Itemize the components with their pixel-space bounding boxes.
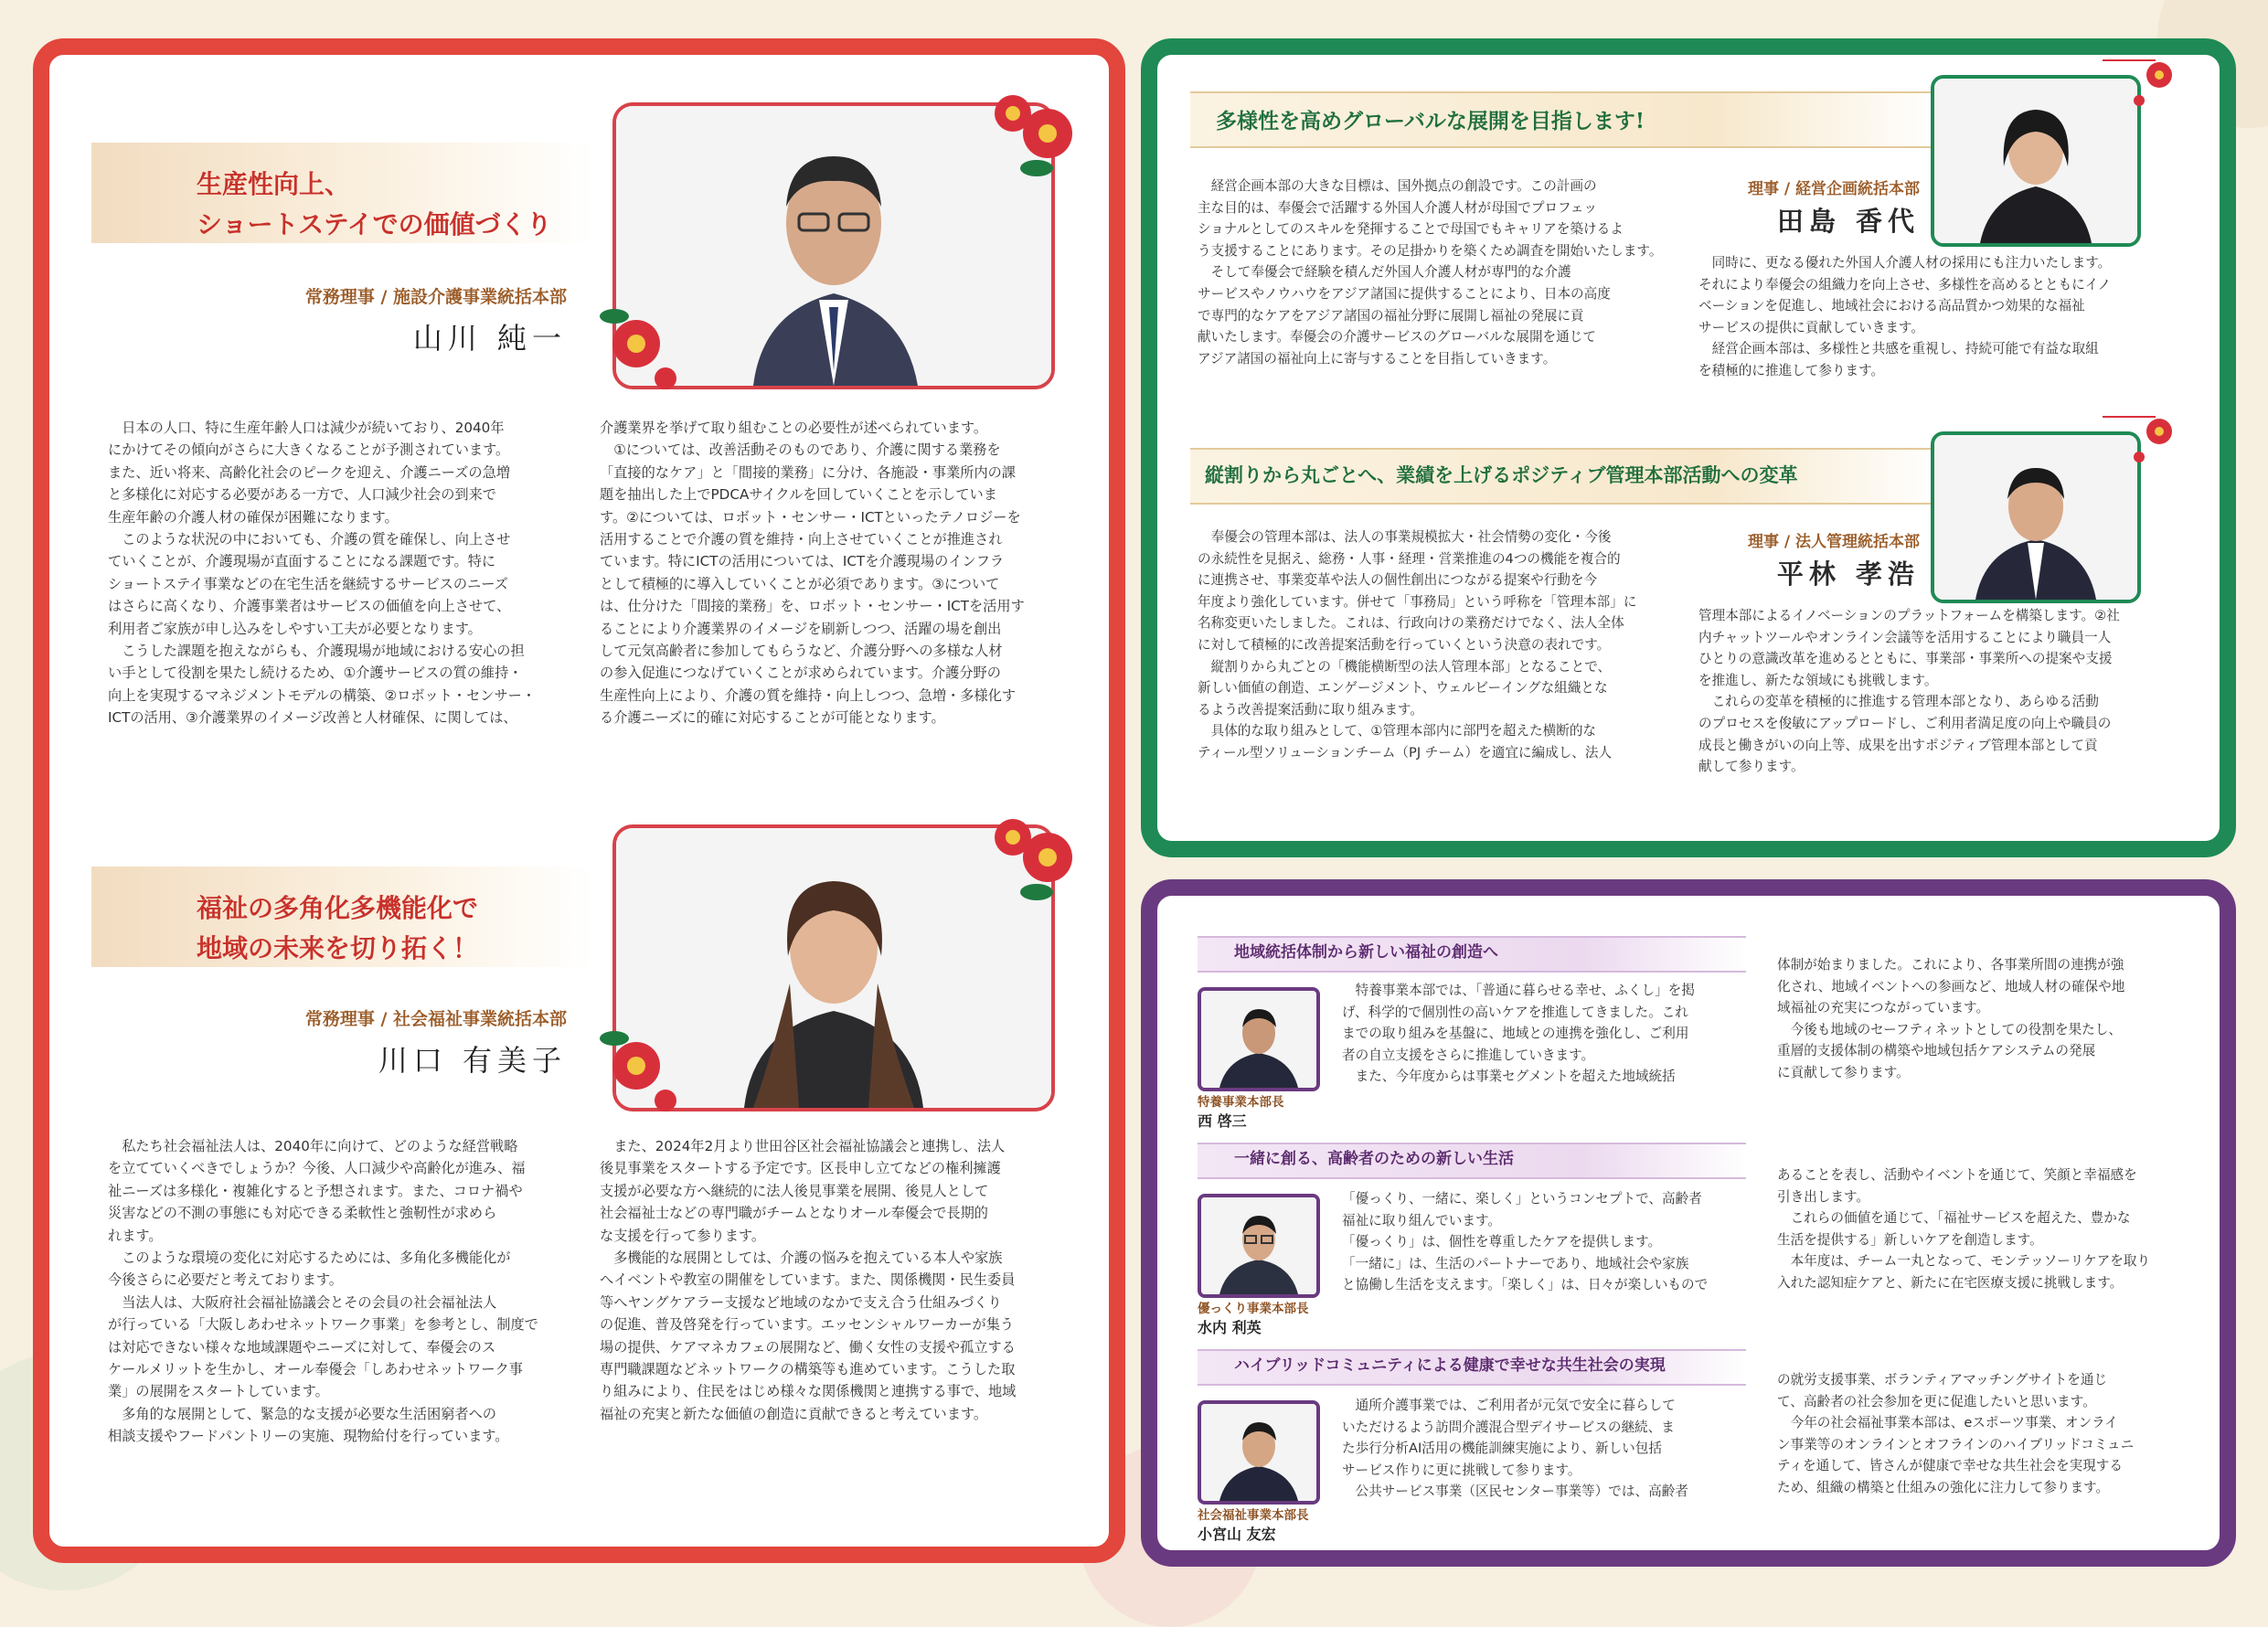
- section-title: ハイブリッドコミュニティによる健康で幸せな共生社会の実現: [1234, 1356, 1666, 1375]
- article-column: の就労支援事業、ボランティアマッチングサイトを通じ て、高齢者の社会参加を更に促進したいと思います。 今年の社会福祉事業本部は、eスポーツ事業、オンライ ン事業等のオンラインとオフラインのハイブリッドコミュニ ティを通して、皆さんが健康で幸せな共生社会を実現する ため、組織の構築と仕組みの強化に注力して参ります。: [1777, 1372, 2135, 1495]
- section-title-line1: 福祉の多角化多機能化で: [197, 893, 479, 923]
- executive-role: 常務理事 / 社会福祉事業統括本部: [304, 1009, 567, 1029]
- manager-name: 小宮山 友宏: [1198, 1526, 1276, 1543]
- article-column: 奉優会の管理本部は、法人の事業規模拡大・社会情勢の変化・今後 の永続性を見据え、総務・人事・経理・営業推進の4つの機能を複合的 に連携させ、事業変革や法人の個性創出につながる提案や行動を今 年度より強化しています。併せて「事務局」という呼称を「管理本部」に 名称変更いたしました。これは、行政向けの業務だけでなく、法人全体 に対して積極的に改善提案活動を行っていくという決意の表れです。 縦割りから丸ごとの「機能横断型の法人管理本部」となることで、 新しい価値の創造、エンゲージメント、ウェルビーイングな組織とな るよう改善提案活動に取り組みます。 具体的な取り組みとして、①管理本部内に部門を超えた横断的な ティール型ソリューションチーム（PJ チーム）を適宜に編成し、法人: [1198, 529, 1637, 760]
- executive-name: 田島 香代: [1776, 206, 1920, 237]
- article-column: 通所介護事業では、ご利用者が元気で安全に暮らして いただけるよう訪問介護混合型デイサービスの継続、ま た歩行分析AI活用の機能訓練実施により、新しい包括 サービス作りに更に挑戦して参ります。 公共サービス事業（区民センター事業等）では、高齢者: [1342, 1398, 1688, 1500]
- ornament-decoration-icon: [2103, 411, 2185, 494]
- article-column: 同時に、更なる優れた外国人介護人材の採用にも注力いたします。 それにより奉優会の組織力を向上させ、多様性を高めるとともにイノ ベーションを促進し、地域社会における高品質かつ効果的な福祉 サービスの提供に貢献していきます。 経営企画本部は、多様性と共感を重視し、持続可能で有益な取組 を積極的に推進して参ります。: [1698, 255, 2112, 378]
- article-column: 私たち社会福祉法人は、2040年に向けて、どのような経営戦略 を立てていくべきでしょうか？今後、人口減少や高齢化が進み、福 祉ニーズは多様化・複雑化すると予想されます。また、コロナ禍や 災害などの不測の事態にも対応できる柔軟性と強靭性が求めら れます。 このような環境の変化に対応するためには、多角化多機能化が 今後さらに必要だと考えております。 当法人は、大阪府社会福祉協議会とその会員の社会福祉法人 が行っている「大阪しあわせネットワーク事業」を参考とし、制度で は対応できない様々な地域課題やニーズに対して、奉優会のス ケールメリットを生かし、オール奉優会「しあわせネットワーク事 業」の展開をスタートしています。 多角的な展開として、緊急的な支援が必要な生活困窮者への 相談支援やフードパントリーの実施、現物給付を行っています。: [108, 1138, 538, 1445]
- article-column: あることを表し、活動やイベントを通じて、笑顔と幸福感を 引き出します。 これらの価値を通じて、「福祉サービスを超えた、豊かな 生活を提供する」新しいケアを創造します。 本年度は、チーム一丸となって、モンテッソーリケアを取り 入れた認知症ケアと、新たに在宅医療支援に挑戦します。: [1777, 1167, 2151, 1291]
- executive-role: 理事 / 経営企画統括本部: [1747, 180, 1920, 198]
- article-column: 特養事業本部では、「普通に暮らせる幸せ、ふくし」を掲 げ、科学的で個別性の高いケアを推進してきました。これ までの取り組みを基盤に、地域との連携を強化し、ご利用 者の自立支援をさらに推進していきます。 また、今年度からは事業セグメントを超えた地域統括: [1342, 983, 1695, 1085]
- manager-role: 特養事業本部長: [1198, 1095, 1284, 1110]
- manager-photo: [1198, 987, 1320, 1091]
- article-column: 介護業界を挙げて取り組むことの必要性が述べられています。 ①については、改善活動そのものであり、介護に関する業務を 「直接的なケア」と「間接的業務」に分け、各施設・事業所内の課 題を抽出した上でPDCAサイクルを回していくことを示していま す。②については、ロボット・センサー・ICTといったテノロジーを 活用することで介護の質を維持・向上させていくことが推進され ています。特にICTの活用については、ICTを介護現場のインフラ として積極的に導入していくことが必須であります。③について は、仕分けた「間接的業務」を、ロボット・センサー・ICTを活用す ることにより介護業界のイメージを刷新しつつ、活躍の場を創出 して元気高齢者に参加してもらうなど、介護分野への多様な人材 の参入促進につなげていくことが求められています。介護分野の 生産性向上により、介護の質を維持・向上しつつ、急増・多様化す る介護ニーズに的確に対応することが可能となります。: [600, 420, 1025, 727]
- section-title-line2: ショートステイでの価値づくり: [197, 209, 552, 239]
- manager-photo: [1198, 1194, 1320, 1298]
- camellia-decoration-icon: [594, 1020, 686, 1121]
- section-title: 多様性を高めグローバルな展開を目指します!: [1216, 109, 1645, 133]
- executive-name: 山川 純一: [412, 321, 567, 356]
- section-title-line2: 地域の未来を切り拓く！: [197, 933, 479, 963]
- executive-name: 川口 有美子: [378, 1043, 567, 1078]
- executive-name: 平林 孝浩: [1776, 558, 1920, 590]
- section-title: [197, 165, 590, 245]
- manager-name: 西 啓三: [1198, 1112, 1247, 1130]
- camellia-decoration-icon: [978, 80, 1079, 181]
- manager-role: 社会福祉事業本部長: [1198, 1508, 1309, 1523]
- manager-name: 水内 利英: [1198, 1319, 1262, 1336]
- camellia-decoration-icon: [594, 298, 686, 399]
- camellia-decoration-icon: [978, 804, 1079, 905]
- manager-role: 優っくり事業本部長: [1198, 1302, 1309, 1316]
- article-column: 日本の人口、特に生産年齢人口は減少が続いており、2040年 にかけてその傾向がさらに大きくなることが予測されています。 また、近い将来、高齢化社会のピークを迎え、介護ニーズの急増 と多様化に対応する必要がある一方で、人口減少社会の到来で 生産年齢の介護人材の確保が困難になります。 このような状況の中においても、介護の質を確保し、向上させ ていくことが、介護現場が直面することになる課題です。特に ショートステイ事業などの在宅生活を継続するサービスのニーズ はさらに高くなり、介護事業者はサービスの価値を向上させて、 利用者ご家族が申し込みをしやすい工夫が必要となります。 こうした課題を抱えながらも、介護現場が地域における安心の担 い手として役割を果たし続けるため、①介護サービスの質の維持・ 向上を実現するマネジメントモデルの構築、②ロボット・センサー・ ICTの活用、③介護業界のイメージ改善と人材確保、に関しては、: [108, 420, 537, 727]
- article-column: 「優っくり、一緒に、楽しく」というコンセプトで、高齢者 福祉に取り組んでいます。 「優っくり」は、個性を尊重したケアを提供します。 「一緒に」は、生活のパートナーであり、地域社会や家族 と協働し生活を支えます。「楽しく」は、日々が楽しいもので: [1342, 1191, 1709, 1293]
- article-column: また、2024年2月より世田谷区社会福祉協議会と連携し、法人 後見事業をスタートする予定です。区長申し立てなどの権利擁護 支援が必要な方へ継続的に法人後見事業を展開、後見人として 社会福祉士などの専門職がチームとなりオール奉優会で長期的 な支援を行って参ります。 多機能的な展開としては、介護の悩みを抱えている本人や家族 へイベントや教室の開催をしています。また、関係機関・民生委員 等へヤングケアラー支援など地域のなかで支え合う仕組みづくり の促進、普及啓発を行っています。エッセンシャルワーカーが集う 場の提供、ケアマネカフェの展開など、働く女性の支援や孤立する 専門職課題などネットワークの構築等も進めています。こうした取 り組みにより、住民をはじめ様々な関係機関と連携する事で、地域 福祉の充実と新たな価値の創造に貢献できると考えています。: [600, 1138, 1017, 1422]
- manager-photo: [1198, 1400, 1320, 1505]
- executive-role: 理事 / 法人管理統括本部: [1747, 533, 1920, 551]
- section-title: 縦割りから丸ごとへ、業績を上げるポジティブ管理本部活動への変革: [1205, 463, 1798, 486]
- section-title: 地域統括体制から新しい福祉の創造へ: [1234, 943, 1498, 962]
- article-column: 管理本部によるイノベーションのプラットフォームを構築します。②社 内チャットツールやオンライン会議等を活用することにより職員一人 ひとりの意識改革を進めるとともに、事業部・事業所への提案や支援 を推進し、新たな領域にも挑戦します。 これらの変革を積極的に推進する管理本部となり、あらゆる活動 のプロセスを俊敏にアップロードし、ご利用者満足度の向上や職員の 成長と働きがいの向上等、成果を出すポジティブ管理本部として貢 献して参ります。: [1698, 608, 2120, 775]
- executive-role: 常務理事 / 施設介護事業統括本部: [304, 287, 567, 307]
- section-title-line1: 生産性向上、: [197, 169, 351, 199]
- section-title: [197, 888, 590, 969]
- article-column: 体制が始まりました。これにより、各事業所間の連携が強 化され、地域イベントへの参画など、地域人材の確保や地 域福祉の充実につながっています。 今後も地域のセーフティネットとしての役割を果たし、 重層的支援体制の構築や地域包括ケアシステムの発展 に貢献して参ります。: [1777, 957, 2125, 1080]
- article-column: 経営企画本部の大きな目標は、国外拠点の創設です。この計画の 主な目的は、奉優会で活躍する外国人介護人材が母国でプロフェッ ショナルとしてのスキルを発揮することで母国でもキャリアを築けるよ う支援することにあります。その足掛かりを築くため調査を開始いたします。 そして奉優会で経験を積んだ外国人介護人材が専門的な介護 サービスやノウハウをアジア諸国に提供することにより、日本の高度 で専門的なケアをアジア諸国の福祉分野に展開し福祉の発展に貢 献いたします。奉優会の介護サービスのグローバルな展開を通じて アジア諸国の福祉向上に寄与することを目指していきます。: [1198, 178, 1663, 367]
- ornament-decoration-icon: [2103, 55, 2185, 137]
- section-title: 一緒に創る、高齢者のための新しい生活: [1234, 1150, 1514, 1168]
